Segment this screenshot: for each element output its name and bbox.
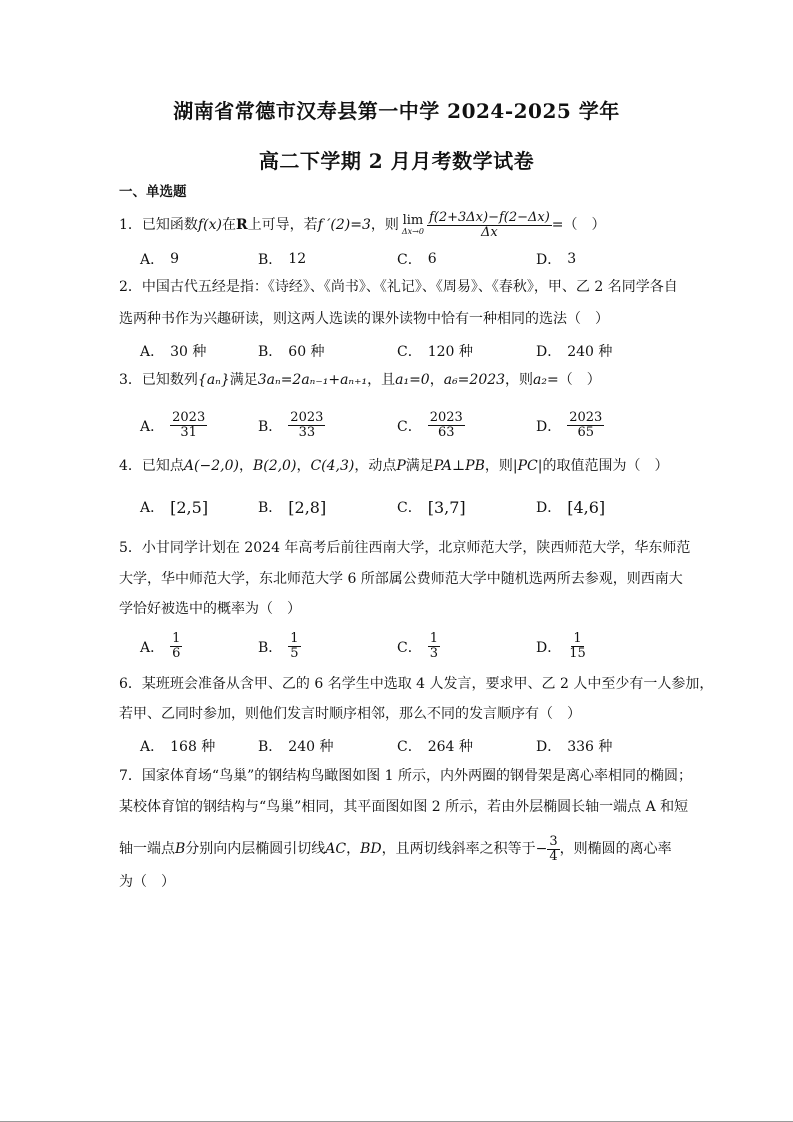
option-label: C．: [397, 344, 422, 360]
q7-line-ac: AC: [325, 841, 347, 857]
q6-option-a[interactable]: [140, 736, 215, 756]
q2-option-c[interactable]: [397, 341, 473, 361]
q1-derivative: f ′(2)=3: [317, 217, 371, 233]
q7-text-b: 分别向内层椭圆引切线: [185, 841, 326, 857]
q7-minus: −: [535, 841, 548, 857]
option-text: 12: [288, 251, 307, 267]
q2-option-b[interactable]: [258, 341, 325, 361]
q1-stem: [119, 210, 679, 240]
q3-sequence: {aₙ}: [197, 372, 230, 388]
q4-point-b: B(2,0): [252, 458, 297, 474]
q3-options: [140, 411, 680, 451]
q1-limit: [402, 214, 424, 236]
option-fraction: [170, 632, 182, 661]
q4-point-p: P: [396, 458, 406, 474]
option-label: A．: [140, 500, 165, 516]
option-label: C．: [397, 639, 422, 656]
q1-text-f: ，则: [370, 217, 399, 233]
option-fraction: [288, 411, 325, 440]
q6-option-d[interactable]: [536, 736, 612, 756]
q7-text-d: ，且两切线斜率之积等于: [381, 841, 536, 857]
q6-option-b[interactable]: [258, 736, 333, 756]
q4-options: [140, 497, 680, 537]
frac-num: 3: [549, 833, 558, 849]
option-label: D．: [536, 739, 562, 755]
frac-num: 2023: [290, 410, 324, 425]
q1-lim-sub: Δx→0: [401, 227, 424, 236]
q3-a1: a₁=0: [395, 372, 430, 388]
option-label: D．: [536, 252, 562, 268]
title-line-2: 高二下学期 2 月月考数学试卷: [258, 149, 535, 173]
option-text: [2,5]: [170, 497, 209, 517]
q4-point-c: C(4,3): [310, 458, 355, 474]
q3-a2: a₂=: [533, 372, 559, 388]
q4-text-a: 4．已知点: [119, 458, 184, 474]
q4-text-e: 的取值范围为（ ）: [542, 458, 669, 474]
q1-option-a[interactable]: [140, 249, 179, 269]
q5-option-d[interactable]: [536, 632, 588, 661]
q4-abs-pc: |PC|: [512, 458, 543, 474]
frac-den: 33: [298, 425, 316, 440]
q1-text-d: 上可导，若: [247, 217, 318, 233]
option-label: B．: [258, 344, 283, 360]
q5-options: [140, 632, 680, 672]
q3-a6: a₆=2023: [443, 372, 506, 388]
q2-option-a[interactable]: [140, 341, 206, 361]
option-label: D．: [536, 344, 562, 360]
frac-den: 6: [172, 646, 181, 661]
option-label: A．: [140, 739, 165, 755]
q3-text-e: ，则: [505, 372, 534, 388]
frac-num: 2023: [429, 410, 463, 425]
q7-text-a: 轴一端点: [119, 841, 175, 857]
frac-den: 4: [549, 848, 558, 864]
q4-text-b: ，动点: [354, 458, 397, 474]
q3-relation: 3aₙ=2aₙ₋₁+aₙ₊₁: [257, 372, 368, 388]
option-label: B．: [258, 252, 283, 268]
q1-lim: lim: [402, 213, 424, 228]
q4-option-b[interactable]: [258, 497, 326, 517]
option-label: C．: [397, 500, 422, 516]
q5-line-3: 学恰好被选中的概率为（ ）: [119, 601, 301, 617]
option-label: C．: [397, 739, 422, 755]
option-fraction: [288, 632, 300, 661]
option-label: C．: [397, 418, 422, 435]
option-label: B．: [258, 418, 283, 435]
section-heading: 一、单选题: [119, 184, 187, 200]
option-text: 3: [567, 251, 577, 267]
frac-den: 63: [437, 425, 455, 440]
option-text: 264 种: [427, 739, 473, 755]
q4-perpendicular: PA⊥PB: [433, 458, 485, 474]
q3-option-b[interactable]: [258, 411, 325, 440]
frac-den: 15: [569, 646, 586, 661]
option-label: D．: [536, 500, 562, 516]
q7-text-c: ，: [346, 841, 361, 857]
q7-line-3: [119, 831, 679, 867]
q4-text-d: ，则: [484, 458, 513, 474]
q4-point-a: A(−2,0): [183, 458, 239, 474]
option-text: [3,7]: [427, 497, 466, 517]
frac-num: 2023: [172, 410, 206, 425]
q4-option-a[interactable]: [140, 497, 208, 517]
q7-text-e: ，则椭圆的离心率: [559, 841, 672, 857]
q1-text-a: 1．已知函数: [119, 217, 198, 233]
q2-line-1: 2．中国古代五经是指：《诗经》、《尚书》、《礼记》、《周易》、《春秋》，甲、乙 2 名同学各自: [119, 279, 678, 295]
frac-num: 2023: [569, 410, 603, 425]
option-text: 120 种: [427, 344, 473, 360]
q3-stem: [119, 371, 679, 389]
q2-option-d[interactable]: [536, 341, 612, 361]
q6-line-1: 6．某班班会准备从含甲、乙的 6 名学生中选取 4 人发言，要求甲、乙 2 人中至少有一人参加，: [119, 676, 714, 692]
q3-text-a: 3．已知数列: [119, 372, 198, 388]
q4-option-c[interactable]: [397, 497, 466, 517]
q2-line-2: 选两种书作为兴趣研读，则这两人选读的课外读物中恰有一种相同的选法（ ）: [119, 311, 609, 327]
q3-option-a[interactable]: [140, 411, 207, 440]
option-label: B．: [258, 639, 283, 656]
option-text: [4,6]: [567, 497, 606, 517]
option-label: A．: [140, 418, 165, 435]
q3-text-b: 满足: [229, 372, 258, 388]
option-text: 240 种: [288, 739, 334, 755]
frac-den: 5: [290, 646, 299, 661]
q3-text-f: （ ）: [558, 372, 601, 388]
q1-R: R: [235, 217, 248, 233]
option-label: A．: [140, 344, 165, 360]
q3-text-c: ，且: [367, 372, 396, 388]
option-text: 9: [170, 251, 180, 267]
q7-point-b: B: [175, 841, 186, 857]
q5-option-c[interactable]: [397, 632, 440, 661]
frac-num: 1: [573, 631, 582, 646]
frac-den: 65: [577, 425, 595, 440]
q1-option-d[interactable]: [536, 249, 576, 269]
q6-option-c[interactable]: [397, 736, 473, 756]
frac-num: 1: [172, 631, 181, 646]
q5-option-b[interactable]: [258, 632, 301, 661]
frac-num: 1: [290, 631, 299, 646]
q5-line-1: 5．小甘同学计划在 2024 年高考后前往西南大学，北京师范大学，陕西师范大学，华东师范: [119, 540, 691, 556]
q1-text-g: =（ ）: [551, 217, 606, 233]
q6-line-2: 若甲、乙同时参加，则他们发言时顺序相邻，那么不同的发言顺序有（ ）: [119, 706, 581, 722]
q1-fx: f(x): [197, 217, 222, 233]
q7-line-1: 7．国家体育场“鸟巢”的钢结构鸟瞰图如图 1 所示，内外两圈的钢骨架是离心率相同的椭圆；: [119, 768, 693, 784]
q4-sep-2: ，: [296, 458, 311, 474]
q3-option-c[interactable]: [397, 411, 465, 440]
q3-text-d: ，: [429, 372, 444, 388]
option-text: 30 种: [170, 344, 207, 360]
option-text: 6: [427, 251, 437, 267]
q3-option-d[interactable]: [536, 411, 604, 440]
q4-stem: [119, 457, 679, 475]
frac-den: 3: [429, 646, 438, 661]
frac-num: 1: [429, 631, 438, 646]
option-label: B．: [258, 739, 283, 755]
option-fraction: [428, 411, 465, 440]
q4-option-d[interactable]: [536, 497, 605, 517]
option-label: D．: [536, 418, 562, 435]
option-fraction: [428, 632, 440, 661]
q4-text-c: 满足: [405, 458, 434, 474]
option-text: 60 种: [288, 344, 325, 360]
q1-fraction: [427, 211, 552, 240]
option-text: 336 种: [567, 739, 613, 755]
q1-text-c: 在: [221, 217, 236, 233]
option-label: A．: [140, 639, 165, 656]
option-text: 240 种: [567, 344, 613, 360]
q1-option-b[interactable]: [258, 249, 306, 269]
q1-option-c[interactable]: [397, 249, 437, 269]
q4-sep-1: ，: [238, 458, 253, 474]
title-line-1: 湖南省常德市汉寿县第一中学 2024-2025 学年: [173, 99, 620, 123]
option-label: A．: [140, 252, 165, 268]
option-fraction: [170, 411, 207, 440]
q7-line-4: 为（ ）: [119, 874, 175, 890]
option-label: C．: [397, 252, 422, 268]
option-label: D．: [536, 639, 562, 656]
q1-frac-den: Δx: [481, 224, 498, 240]
option-label: B．: [258, 500, 283, 516]
frac-den: 31: [180, 425, 197, 440]
q5-option-a[interactable]: [140, 632, 182, 661]
q7-line-2: 某校体育馆的钢结构与“鸟巢”相同，其平面图如图 2 所示，若由外层椭圆长轴一端点 A 和短: [119, 799, 689, 815]
option-text: [2,8]: [288, 497, 327, 517]
q7-line-bd: BD: [360, 841, 382, 857]
q7-fraction: [547, 835, 559, 864]
q1-frac-num: f(2+3Δx)−f(2−Δx): [428, 209, 550, 225]
option-text: 168 种: [170, 739, 216, 755]
q5-line-2: 大学，华中师范大学，东北师范大学 6 所部属公费师范大学中随机选两所去参观，则西南大: [119, 571, 683, 587]
option-fraction: [567, 632, 588, 661]
option-fraction: [567, 411, 604, 440]
